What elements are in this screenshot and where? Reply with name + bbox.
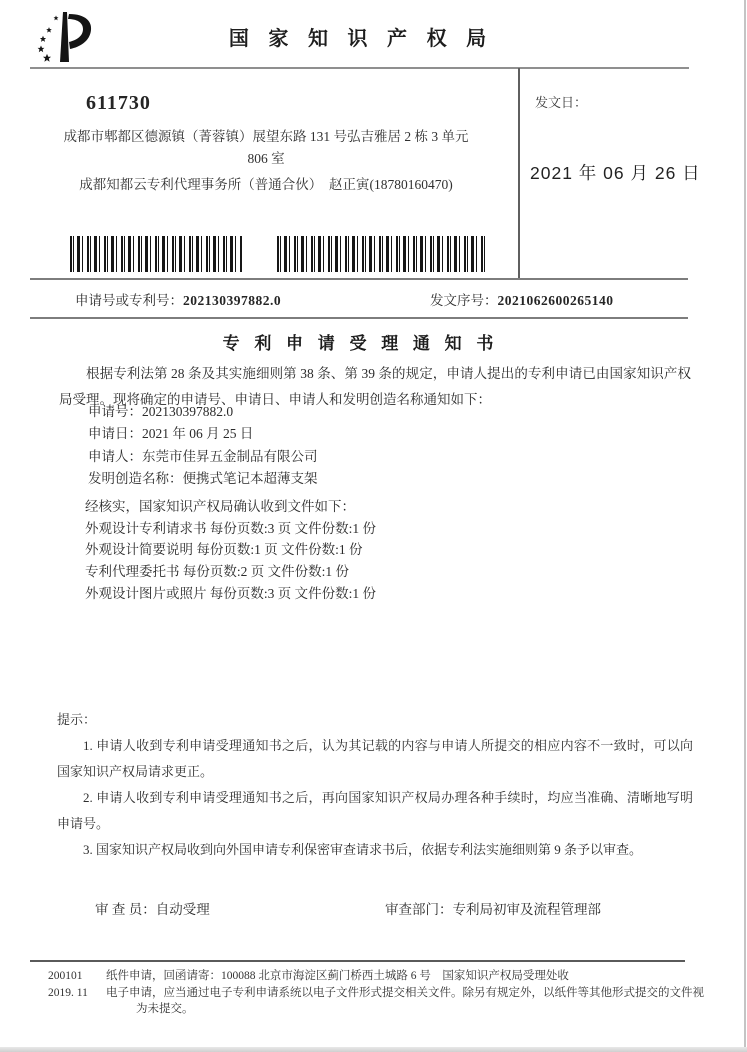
address-line-2: 806 室 [247, 151, 285, 166]
footer-paper-note: 纸件申请，回函请寄：100088 北京市海淀区蓟门桥西土城路 6 号 国家知识产权局受理处收 [106, 970, 569, 982]
footer [48, 968, 713, 1018]
documents-intro: 经核实，国家知识产权局确认收到文件如下： [85, 499, 355, 514]
form-code: 200101 [48, 970, 83, 982]
field-value: 东莞市佳昇五金制品有限公司 [142, 448, 318, 464]
department-label: 审查部门： [385, 902, 453, 917]
recipient-address [42, 126, 490, 196]
document-item: 外观设计简要说明 每份页数:1 页 文件份数:1 份 [85, 542, 363, 558]
barcode-application-number [70, 236, 243, 272]
field-value: 202130397882.0 [142, 404, 234, 419]
document-item: 专利代理委托书 每份页数:2 页 文件份数:1 份 [85, 564, 350, 580]
field-application-date [88, 423, 318, 445]
field-label: 发明创造名称： [88, 471, 183, 487]
tips-section [57, 707, 693, 863]
serial-number-field [430, 289, 614, 309]
form-date: 2019. 11 [48, 986, 88, 999]
tips-heading: 提示： [57, 712, 97, 727]
agent-line: 成都知都云专利代理事务所（普通合伙） 赵正寅(18780160470) [79, 177, 453, 192]
barcode-serial-number [277, 236, 485, 272]
department-field [385, 898, 601, 918]
field-applicant [88, 446, 318, 468]
field-label: 申请人： [88, 448, 142, 464]
field-value: 便携式笔记本超薄支架 [182, 471, 318, 487]
postal-code: 611730 [86, 92, 151, 114]
received-documents [85, 496, 376, 605]
footer-divider [30, 960, 685, 962]
footer-notes [106, 968, 713, 1018]
serial-number-value: 2021062600265140 [497, 293, 614, 308]
issue-date-box [518, 68, 747, 278]
field-application-number [88, 401, 318, 423]
footer-efiling-note: 电子申请，应当通过电子专利申请系统以电子文件形式提交相关文件。除另有规定外，以纸件等其他形式提交的文件视为未提交。 [106, 986, 704, 1015]
application-fields [88, 401, 318, 491]
serial-number-label: 发文序号： [430, 293, 498, 308]
tip-item-1: 1. 申请人收到专利申请受理通知书之后，认为其记载的内容与申请人所提交的相应内容不一致时，可以向国家知识产权局请求更正。 [57, 738, 693, 779]
agency-title: 国 家 知 识 产 权 局 [228, 28, 492, 50]
field-invention-name [88, 468, 318, 490]
tip-item-3: 3. 国家知识产权局收到向外国申请专利保密审查请求书后，依据专利法实施细则第 9 条予以审查。 [83, 842, 643, 857]
application-number-value: 202130397882.0 [183, 293, 282, 308]
notice-title: 专 利 申 请 受 理 通 知 书 [222, 334, 498, 353]
examiner-value: 自动受理 [155, 902, 210, 917]
application-number-field [75, 289, 281, 309]
examiner-label: 审 查 员： [95, 902, 156, 917]
examiner-field [95, 898, 210, 918]
notice-intro: 根据专利法第 28 条及其实施细则第 38 条、第 39 条的规定，申请人提出的专利申请已由国家知识产权局受理。现将确定的申请号、申请日、申请人和发明创造名称通知如下： [59, 366, 691, 407]
document-item: 外观设计专利请求书 每份页数:3 页 文件份数:1 份 [85, 520, 377, 536]
department-value: 专利局初审及流程管理部 [452, 902, 601, 917]
field-label: 申请号： [88, 404, 142, 419]
tip-item-2: 2. 申请人收到专利申请受理通知书之后，再向国家知识产权局办理各种手续时，均应当准确、清晰地写明申请号。 [57, 790, 693, 831]
form-code-block [48, 968, 106, 1018]
field-value: 2021 年 06 月 25 日 [142, 426, 254, 442]
issue-date-value: 2021 年 06 月 26 日 [530, 163, 701, 183]
divider-above-numbers [30, 278, 688, 280]
field-label: 申请日： [88, 426, 142, 442]
address-line-1: 成都市郫都区德源镇（菁蓉镇）展望东路 131 号弘吉雅居 2 栋 3 单元 [63, 129, 469, 144]
divider-below-numbers [30, 317, 688, 319]
scan-page-bottom-edge [0, 1047, 747, 1052]
scan-page-right-edge [744, 0, 746, 1052]
issue-date-label: 发文日： [535, 95, 588, 110]
document-item: 外观设计图片或照片 每份页数:3 页 文件份数:1 份 [85, 585, 377, 601]
application-number-label: 申请号或专利号： [75, 293, 183, 308]
